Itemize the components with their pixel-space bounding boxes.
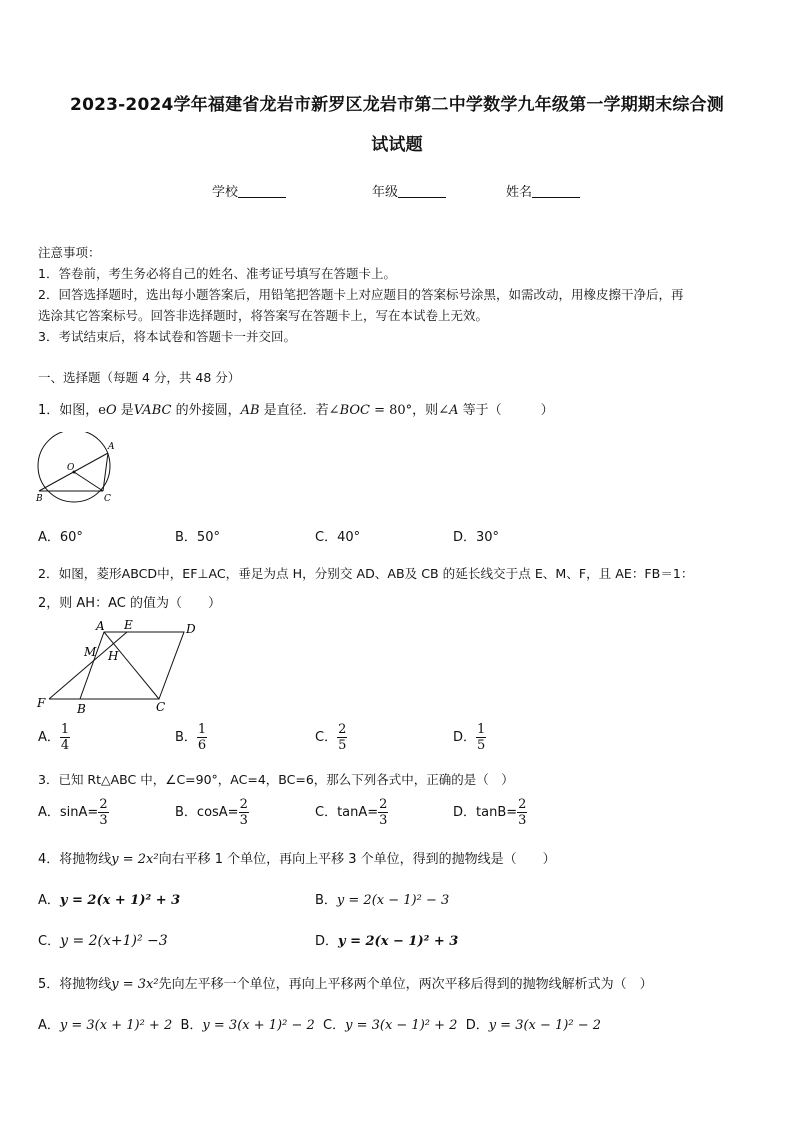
q3-option-c[interactable] bbox=[315, 797, 388, 828]
q2-option-a-den: 4 bbox=[60, 738, 70, 753]
q5-expression: y = 3x² bbox=[111, 977, 159, 992]
q3-option-d-label: D．tanB= bbox=[453, 805, 518, 820]
q4-option-b-label: B． bbox=[315, 893, 337, 908]
grade-label: 年级 bbox=[372, 185, 399, 200]
q2-fig-label-E: E bbox=[124, 618, 133, 632]
question-5-stem bbox=[38, 973, 653, 992]
q4-text-2: 向右平移 1 个单位，再向上平移 3 个单位，得到的抛物线是（ ） bbox=[158, 852, 556, 867]
q4-option-a-expr: y = 2(x + 1)² + 3 bbox=[59, 893, 181, 908]
q5-option-c-label: C． bbox=[323, 1018, 346, 1033]
q5-option-b-expr: y = 3(x + 1)² − 2 bbox=[202, 1018, 315, 1033]
school-label: 学校 bbox=[212, 185, 239, 200]
q2-fig-label-D: D bbox=[186, 622, 196, 636]
q4-option-d[interactable] bbox=[315, 930, 458, 949]
q5-options-row bbox=[38, 1014, 601, 1033]
q1-circle-symbol: e bbox=[98, 403, 106, 418]
q1-AB: AB bbox=[240, 403, 260, 418]
q3-option-d-num: 2 bbox=[518, 797, 527, 812]
q3-option-b-num: 2 bbox=[239, 797, 248, 812]
q1-fig-label-O: O bbox=[67, 463, 75, 473]
q2-fig-label-C: C bbox=[156, 700, 166, 714]
question-2-line2: 2，则 AH：AC 的值为（ ） bbox=[38, 596, 221, 611]
q1-text-1: 1．如图， bbox=[38, 403, 99, 418]
q3-option-b[interactable] bbox=[175, 797, 249, 828]
q5-option-a-expr: y = 3(x + 1)² + 2 bbox=[59, 1018, 173, 1033]
q2-fig-label-A: A bbox=[96, 619, 105, 633]
q2-fig-label-F: F bbox=[37, 696, 46, 710]
q3-option-c-den: 3 bbox=[379, 813, 388, 828]
q2-fig-label-H: H bbox=[108, 649, 119, 663]
q4-option-a-label: A． bbox=[38, 893, 60, 908]
note-item-1: 1．答卷前，考生务必将自己的姓名、准考证号填写在答题卡上。 bbox=[38, 266, 396, 281]
q1-text-5: ，则 bbox=[412, 403, 439, 418]
q1-text-3: 的外接圆， bbox=[171, 403, 241, 418]
q2-option-b-num: 1 bbox=[197, 722, 207, 737]
q2-option-b[interactable] bbox=[175, 722, 207, 753]
q1-text-2: 是 bbox=[116, 403, 134, 418]
grade-blank bbox=[398, 184, 446, 198]
school-blank bbox=[238, 184, 286, 198]
q5-text-1: 5．将抛物线 bbox=[38, 977, 112, 992]
q4-option-a[interactable] bbox=[38, 889, 180, 908]
q1-O: O bbox=[105, 403, 117, 418]
q1-option-c[interactable]: C．40° bbox=[315, 530, 361, 545]
q5-option-d[interactable] bbox=[466, 1018, 601, 1033]
q1-fig-label-A: A bbox=[108, 442, 115, 452]
q1-option-b[interactable]: B．50° bbox=[175, 530, 220, 545]
q2-option-c-label: C． bbox=[315, 730, 338, 745]
q1-fig-label-B: B bbox=[36, 494, 43, 504]
q4-option-c[interactable] bbox=[38, 930, 168, 949]
q5-option-c[interactable] bbox=[323, 1018, 457, 1033]
q2-option-a[interactable] bbox=[38, 722, 70, 753]
section-heading: 一、选择题（每题 4 分，共 48 分） bbox=[38, 370, 241, 385]
q1-angle-value: = 80° bbox=[369, 403, 413, 418]
note-item-2a: 2．回答选择题时，选出每小题答案后，用铅笔把答题卡上对应题目的答案标号涂黑，如需改动，用橡皮擦干净后，再 bbox=[38, 287, 684, 302]
q5-text-2: 先向左平移一个单位，再向上平移两个单位，两次平移后得到的抛物线解析式为（ ） bbox=[158, 977, 653, 992]
q2-fig-label-M: M bbox=[84, 645, 97, 659]
q4-text-1: 4．将抛物线 bbox=[38, 852, 112, 867]
q2-option-d-den: 5 bbox=[477, 738, 486, 753]
q2-option-b-label: B． bbox=[175, 730, 197, 745]
question-3-stem: 3．已知 Rt△ABC 中，∠C=90°，AC=4，BC=6，那么下列各式中，正确的是（ ） bbox=[38, 772, 514, 787]
q3-option-b-den: 3 bbox=[239, 813, 248, 828]
q2-option-d[interactable] bbox=[453, 722, 486, 753]
q3-option-c-label: C．tanA= bbox=[315, 805, 379, 820]
q1-text-6: 等于（ ） bbox=[458, 403, 554, 418]
q1-text-4: 是直径．若 bbox=[259, 403, 329, 418]
grade-field bbox=[372, 181, 446, 200]
notes-heading: 注意事项： bbox=[38, 245, 101, 260]
q4-expression: y = 2x² bbox=[111, 852, 159, 867]
q4-option-b[interactable] bbox=[315, 889, 449, 908]
school-field bbox=[212, 181, 286, 200]
exam-title-line1: 2023-2024学年福建省龙岩市新罗区龙岩市第二中学数学九年级第一学期期末综合测 bbox=[70, 95, 724, 115]
q4-option-c-expr: y = 2(x+1)² −3 bbox=[60, 933, 168, 949]
q1-angle-A: ∠A bbox=[438, 403, 459, 418]
q2-option-c-den: 5 bbox=[338, 738, 347, 753]
q3-option-a-num: 2 bbox=[99, 797, 108, 812]
q5-option-a-label: A． bbox=[38, 1018, 60, 1033]
q3-option-a-label: A．sinA= bbox=[38, 805, 99, 820]
note-item-2b: 选涂其它答案标号。回答非选择题时，将答案写在答题卡上，写在本试卷上无效。 bbox=[38, 308, 489, 323]
exam-title-line2: 试试题 bbox=[371, 135, 423, 155]
q3-option-d[interactable] bbox=[453, 797, 527, 828]
q1-angle-BOC: ∠BOC bbox=[328, 403, 370, 418]
q5-option-c-expr: y = 3(x − 1)² + 2 bbox=[345, 1018, 458, 1033]
q2-fig-label-B: B bbox=[77, 702, 86, 716]
q2-option-d-num: 1 bbox=[477, 722, 486, 737]
q5-option-b-label: B． bbox=[180, 1018, 203, 1033]
q4-option-b-expr: y = 2(x − 1)² − 3 bbox=[336, 893, 450, 908]
q3-option-a[interactable] bbox=[38, 797, 109, 828]
q2-option-b-den: 6 bbox=[197, 738, 207, 753]
q5-option-d-expr: y = 3(x − 1)² − 2 bbox=[488, 1018, 602, 1033]
question-2-line1: 2．如图，菱形ABCD中，EF⊥AC，垂足为点 H，分别交 AD、AB及 CB 的延长线交于点 E、M、F，且 AE：FB＝1： bbox=[38, 566, 694, 581]
q2-option-c[interactable] bbox=[315, 722, 347, 753]
q2-figure-rhombus bbox=[34, 616, 204, 716]
name-label: 姓名 bbox=[506, 185, 533, 200]
q1-option-d[interactable]: D．30° bbox=[453, 530, 500, 545]
q1-triangle: VABC bbox=[133, 403, 172, 418]
q4-option-d-label: D． bbox=[315, 934, 339, 949]
q1-fig-label-C: C bbox=[104, 494, 111, 504]
question-1-stem bbox=[38, 399, 760, 418]
q3-option-a-den: 3 bbox=[99, 813, 108, 828]
q4-option-c-label: C． bbox=[38, 934, 61, 949]
name-blank bbox=[532, 184, 580, 198]
name-field bbox=[506, 181, 580, 200]
q2-option-c-num: 2 bbox=[338, 722, 347, 737]
q2-option-a-label: A． bbox=[38, 730, 60, 745]
q5-option-d-label: D． bbox=[465, 1018, 489, 1033]
q1-figure-circle bbox=[34, 432, 124, 504]
note-item-3: 3．考试结束后，将本试卷和答题卡一并交回。 bbox=[38, 329, 296, 344]
q2-option-d-label: D． bbox=[453, 730, 477, 745]
q3-option-b-label: B．cosA= bbox=[175, 805, 239, 820]
q5-option-b[interactable] bbox=[181, 1018, 315, 1033]
question-4-stem bbox=[38, 848, 556, 867]
q3-option-d-den: 3 bbox=[518, 813, 527, 828]
q5-option-a[interactable] bbox=[38, 1018, 172, 1033]
q1-option-a[interactable]: A．60° bbox=[38, 530, 83, 545]
q4-option-d-expr: y = 2(x − 1)² + 3 bbox=[338, 934, 459, 949]
q2-option-a-num: 1 bbox=[60, 722, 70, 737]
q3-option-c-num: 2 bbox=[379, 797, 388, 812]
